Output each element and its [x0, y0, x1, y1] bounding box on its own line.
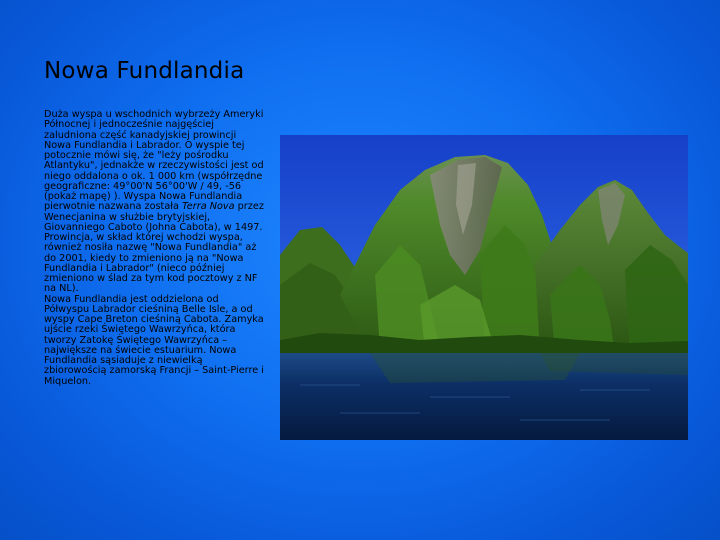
- slide-title: Nowa Fundlandia: [44, 58, 245, 84]
- paragraph-1-italic-term: Terra Nova: [182, 201, 235, 213]
- fjord-landscape-image: [280, 135, 688, 440]
- slide-body-text: [44, 110, 266, 387]
- paragraph-1: [44, 110, 266, 295]
- paragraph-1-text-b: przez Wenecjanina w służbie brytyjskiej, Giovanniego Caboto (Johna Cabota), w 1497. Prowincja, w skład której wchodzi wyspa, również nosiła nazwę "Nowa Fundlandia" aż do 2001, kiedy to zmieniono ją na "Nowa Fundlandia i Labrador" (nieco później zmieniono w ślad za tym kod pocztowy z NF na NL).: [44, 201, 264, 295]
- paragraph-1-text-a: Duża wyspa u wschodnich wybrzeży Ameryki Północnej i jednocześnie najgęściej zaludniona część kanadyjskiej prowincji Nowa Fundlandia i Labrador. O wyspie tej potocznie mówi się, że "leży pośrodku Atlantyku", jednakże w rzeczywistości jest od niego oddalona o ok. 1 000 km (współrzędne geograficzne: 49°00'N 56°00'W / 49, -56 (pokaż mapę) ). Wyspa Nowa Fundlandia pierwotnie nazwana została: [44, 109, 264, 213]
- paragraph-2: Nowa Fundlandia jest oddzielona od Półwyspu Labrador cieśniną Belle Isle, a od wyspy Cape Breton cieśniną Cabota. Zamyka ujście rzeki Świętego Wawrzyńca, która tworzy Zatokę Świętego Wawrzyńca – największe na świecie estuarium. Nowa Fundlandia sąsiaduje z niewielką zbiorowością zamorską Francji – Saint-Pierre i Miquelon.: [44, 293, 264, 387]
- fjord-landscape-photo: [280, 135, 688, 440]
